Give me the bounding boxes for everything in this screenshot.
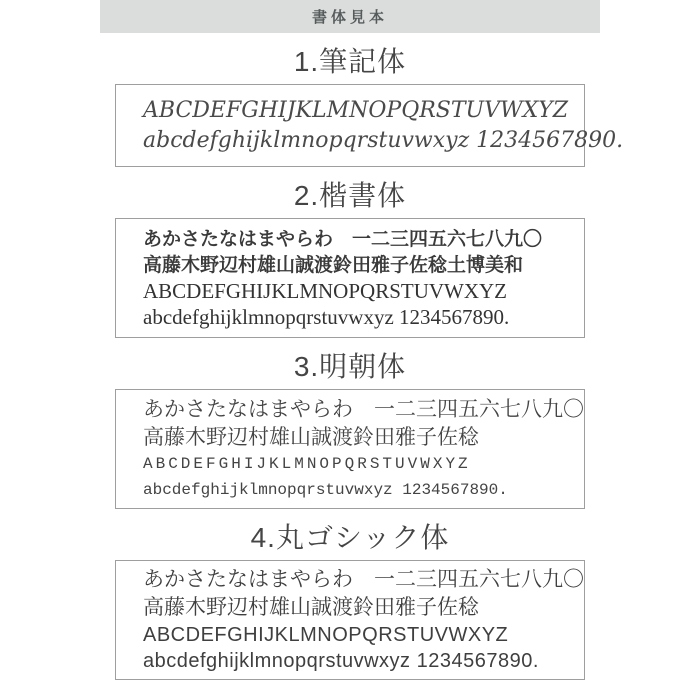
- sample-box-mincho: [115, 389, 585, 509]
- section-heading-kaisho: 2.楷書体: [293, 180, 407, 211]
- sample-box-cursive: [115, 84, 624, 167]
- sample-line-kanji: 高藤木野辺村雄山誠渡鈴田雅子佐稔: [143, 425, 479, 449]
- section-mincho: [0, 352, 700, 509]
- section-maru-gothic: [0, 523, 700, 680]
- sample-box-maru-gothic: [115, 560, 585, 680]
- sample-line-lower-digits: abcdefghijklmnopqrstuvwxyz 1234567890.: [143, 650, 539, 672]
- sample-line-kanji: 高藤木野辺村雄山誠渡鈴田雅子佐稔土博美和: [143, 254, 524, 276]
- page-header-bar: [100, 0, 600, 33]
- sample-line-caps: ABCDEFGHIJKLMNOPQRSTUVWXYZ: [143, 97, 569, 123]
- page-title: 書体見本: [311, 9, 388, 26]
- sample-line-caps: ABCDEFGHIJKLMNOPQRSTUVWXYZ: [143, 624, 509, 646]
- sample-line-kana-numerals: あかさたなはまやらわ 一二三四五六七八九〇: [143, 397, 584, 421]
- sample-line-kana-numerals: あかさたなはまやらわ 一二三四五六七八九〇: [143, 228, 543, 250]
- section-heading-maru-gothic: 4.丸ゴシック体: [250, 522, 450, 553]
- sample-line-kana-numerals: あかさたなはまやらわ 一二三四五六七八九〇: [143, 568, 584, 591]
- sample-line-caps: ABCDEFGHIJKLMNOPQRSTUVWXYZ: [143, 279, 508, 303]
- sample-line-caps: ABCDEFGHIJKLMNOPQRSTUVWXYZ: [143, 455, 471, 473]
- sample-box-kaisho: [115, 218, 585, 338]
- section-cursive-script: [0, 47, 700, 167]
- sample-line-lower-digits: abcdefghijklmnopqrstuvwxyz 1234567890.: [143, 305, 510, 329]
- section-heading-cursive: 1.筆記体: [293, 46, 407, 77]
- sample-line-lower-digits: abcdefghijklmnopqrstuvwxyz 1234567890.: [143, 481, 508, 499]
- sample-line-kanji: 高藤木野辺村雄山誠渡鈴田雅子佐稔: [143, 596, 479, 619]
- section-kaisho: [0, 181, 700, 338]
- sample-line-lower-digits: abcdefghijklmnopqrstuvwxyz 1234567890.: [143, 127, 624, 153]
- section-heading-mincho: 3.明朝体: [293, 351, 407, 382]
